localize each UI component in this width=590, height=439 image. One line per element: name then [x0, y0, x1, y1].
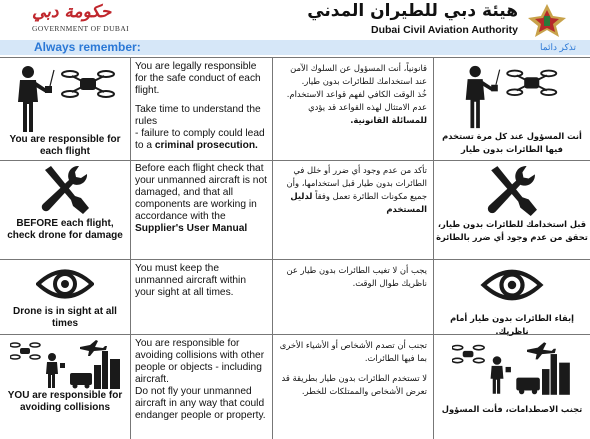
rule-paragraph: You are responsible for avoiding collisions with other people or objects - including aircraft.: [135, 338, 265, 385]
rule-row-pre-flight-check: [0, 160, 590, 260]
rule-text-fragment: تأكد من عدم وجود أي ضرر أو خلل في الطائرات بدون طيار قبل استخدامها، وأن جميع مكونات الطائرة تعمل وفقاً: [286, 165, 427, 201]
column-divider: [272, 57, 273, 439]
row-icon-cell-arabic: [434, 335, 590, 438]
rule-paragraph: [279, 101, 427, 127]
rule-paragraph: You are legally responsible for the safe conduct of each flight.: [135, 61, 261, 96]
rule-paragraph: You must keep the unmanned aircraft within your sight at all times.: [135, 263, 246, 298]
rule-paragraph: [135, 163, 268, 235]
rule-row-line-of-sight: [0, 260, 590, 335]
rule-caption-english: YOU are responsible for avoiding collisions: [7, 390, 123, 413]
tools-icon: [484, 164, 540, 216]
rule-paragraph: Do not fly your unmanned aircraft in any way that could endanger people or property.: [135, 386, 266, 421]
rule-text-english: [131, 58, 272, 160]
eye-icon: [480, 265, 544, 305]
row-icon-cell-arabic: [434, 260, 590, 334]
column-divider: [433, 57, 434, 439]
rule-paragraph: [279, 164, 427, 216]
header: [0, 0, 590, 40]
rule-caption-english: You are responsible for each flight: [9, 134, 121, 157]
rule-text-fragment: - failure to comply could lead to a: [135, 128, 265, 151]
dcaa-name-arabic: هيئة دبي للطيران المدني: [307, 1, 518, 21]
reminder-banner: [0, 40, 590, 55]
rule-emphasis: للمسائلة القانونية.: [350, 115, 427, 125]
government-of-dubai-logo-arabic: حكومة دبي: [32, 2, 112, 22]
row-icon-cell-english: [0, 260, 130, 334]
tools-icon: [39, 164, 91, 214]
row-icon-cell-english: [0, 335, 130, 438]
rule-caption-arabic: إبقاء الطائرات بدون طيار أمام ناظريك.: [450, 313, 574, 336]
dcaa-emblem-icon: [526, 2, 568, 38]
rule-text-arabic: [273, 160, 433, 259]
banner-title-english: Always remember:: [34, 40, 141, 54]
government-of-dubai-logo-english: GOVERNMENT OF DUBAI: [32, 24, 130, 33]
rule-row-collisions: [0, 335, 590, 438]
dcaa-name-english: Dubai Civil Aviation Authority: [370, 24, 518, 36]
rule-text-english: [131, 260, 272, 334]
drone-operator-icon: [14, 64, 118, 134]
rule-caption-arabic: قبل استخدامك للطائرات بدون طيار، تحقق من عدم وجود أي ضرر بالطائرة: [436, 219, 588, 242]
column-divider: [130, 57, 131, 439]
rule-caption-arabic: أنت المسؤول عند كل مرة تستخدم فيها الطائرات بدون طيار: [442, 131, 582, 154]
rule-text-fragment: عدم الامتثال لهذه القواعد قد يؤدي: [308, 102, 427, 112]
rule-paragraph: خُذ الوقت الكافي لفهم قواعد الاستخدام.: [286, 89, 427, 99]
rule-text-arabic: [273, 58, 433, 160]
rule-text-english: [131, 160, 272, 259]
rule-caption-english: BEFORE each flight, check drone for damage: [7, 218, 123, 241]
rule-text-fragment: Before each flight check that your unmanned aircraft is not damaged, and that all components are working in accordance with the: [135, 163, 267, 222]
rule-emphasis: criminal prosecution.: [154, 140, 258, 151]
drone-operator-icon: [456, 64, 566, 130]
rule-paragraph: يجب أن لا تغيب الطائرات بدون طيار عن ناظريك طوال الوقت.: [286, 265, 427, 288]
rule-paragraph: قانونياً، أنت المسؤول عن السلوك الآمن عند استخدامك للطائرات بدون طيار.: [290, 63, 427, 86]
row-icon-cell-english: [0, 160, 130, 259]
rule-row-responsibility: [0, 57, 590, 161]
banner-title-arabic: تذكر دائما: [540, 42, 576, 52]
collision-avoidance-icon: [452, 341, 572, 395]
rule-caption-english: Drone is in sight at all times: [13, 306, 117, 329]
row-icon-cell-arabic: [434, 58, 590, 160]
rule-text-english: [131, 335, 272, 438]
rule-paragraph: لا تستخدم الطائرات بدون طيار بطريقة قد تعرض الأشخاص والممتلكات للخطر.: [281, 373, 427, 396]
rule-paragraph: Take time to understand the rules: [135, 104, 261, 127]
collision-avoidance-icon: [10, 339, 122, 389]
row-icon-cell-english: [0, 58, 130, 160]
rule-paragraph: [135, 128, 268, 152]
eye-icon: [36, 265, 94, 303]
rule-caption-arabic: تجنب الاصطدامات، فأنت المسؤول: [441, 404, 583, 414]
rule-emphasis: لدليل المستخدم: [290, 191, 427, 214]
rule-emphasis: Supplier's User Manual: [135, 223, 248, 234]
row-icon-cell-arabic: [434, 160, 590, 259]
rule-paragraph: تجنب أن تصدم الأشخاص أو الأشياء الأخرى بما فيها الطائرات.: [279, 340, 427, 363]
rule-text-arabic: [273, 260, 433, 334]
rule-text-arabic: [273, 335, 433, 438]
